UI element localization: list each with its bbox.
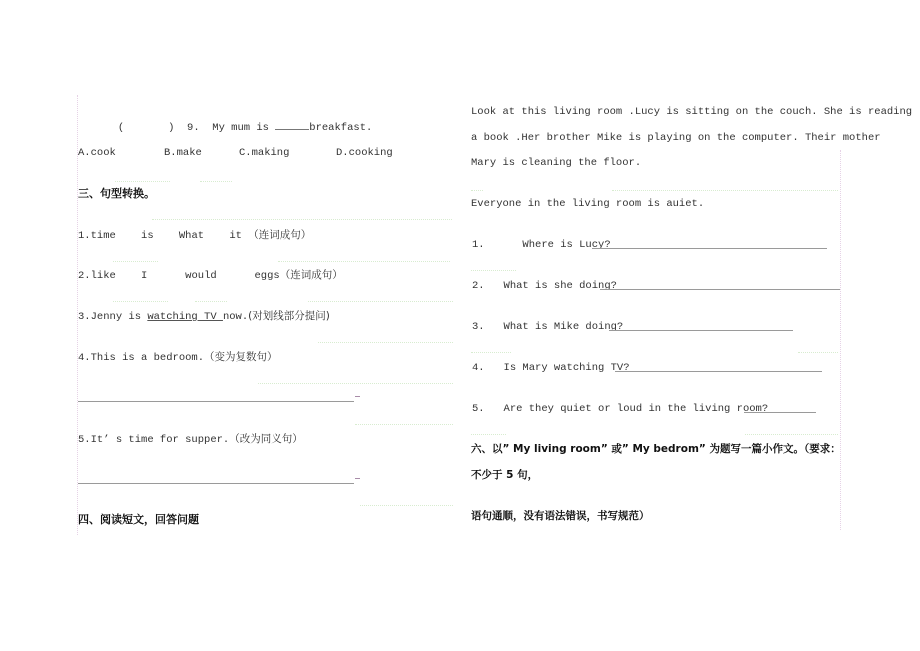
section-3-item-4: 4.This is a bedroom.（变为复数句） xyxy=(78,351,278,364)
answer-line-item-5[interactable] xyxy=(78,483,354,484)
dotted-divider xyxy=(113,301,168,302)
dotted-divider xyxy=(113,261,158,262)
underlined-phrase: watching TV xyxy=(147,311,223,323)
dotted-divider xyxy=(360,505,453,506)
dotted-divider xyxy=(745,434,838,435)
dash-mark xyxy=(355,478,360,479)
dotted-divider xyxy=(471,352,511,353)
dotted-divider xyxy=(318,342,453,343)
dotted-divider xyxy=(308,301,453,302)
answer-paren-close: ) xyxy=(168,122,175,134)
passage-line-2: a book .Her brother Mike is playing on the computer. Their mother xyxy=(471,132,881,144)
question-5: 5. Are they quiet or loud in the living room? xyxy=(472,403,769,415)
question-1: 1. Where is Lucy? xyxy=(472,239,611,251)
dash-mark xyxy=(355,396,360,397)
section-3-item-1: 1.time is What it （连词成句） xyxy=(78,229,312,242)
passage-line-3: Mary is cleaning the floor. xyxy=(471,157,642,169)
question-9 xyxy=(80,105,372,149)
answer-line-q1[interactable] xyxy=(592,248,827,249)
section-6-requirement-2: 语句通顺，没有语法错误，书写规范） xyxy=(471,510,650,522)
dotted-divider xyxy=(471,270,516,271)
dotted-divider xyxy=(195,301,227,302)
option-b: B.make xyxy=(164,147,202,159)
passage-line-1: Look at this living room .Lucy is sitting on the couch. She is reading xyxy=(471,106,913,118)
section-6-requirement-1: 不少于 5 句， xyxy=(471,469,539,481)
dotted-divider xyxy=(612,190,838,191)
dotted-divider xyxy=(355,424,453,425)
dotted-margin xyxy=(840,150,841,530)
option-a: A.cook xyxy=(78,147,116,159)
answer-line-q5[interactable] xyxy=(744,412,816,413)
section-6-title: 六、以” My living room” 或” My bedrom” 为题写一篇小作文。（要求： xyxy=(471,443,841,455)
section-3-title: 三、句型转换。 xyxy=(78,187,155,200)
question-text-after: breakfast. xyxy=(309,122,373,134)
dotted-divider xyxy=(258,383,453,384)
section-4-title: 四、阅读短文，回答问题 xyxy=(78,513,199,526)
answer-line-q4[interactable] xyxy=(615,371,822,372)
section-3-item-3: 3.Jenny is watching TV now.(对划线部分提问) xyxy=(78,310,330,323)
question-4: 4. Is Mary watching TV? xyxy=(472,362,630,374)
answer-line-q3[interactable] xyxy=(609,330,793,331)
question-2: 2. What is she doing? xyxy=(472,280,617,292)
section-3-item-5: 5.It’ s time for supper.（改为同义句） xyxy=(78,433,303,446)
dotted-divider xyxy=(798,352,838,353)
dotted-divider xyxy=(278,261,450,262)
question-number: 9. xyxy=(187,122,200,134)
section-3-item-2: 2.like I would eggs（连词成句） xyxy=(78,269,343,282)
answer-line-q2[interactable] xyxy=(600,289,840,290)
dotted-divider xyxy=(115,181,170,182)
dotted-divider xyxy=(152,219,452,220)
dotted-divider xyxy=(471,190,483,191)
dotted-divider xyxy=(200,181,232,182)
answer-paren-open: ( xyxy=(117,122,125,134)
question-3: 3. What is Mike doing? xyxy=(472,321,624,333)
dotted-divider xyxy=(471,434,506,435)
fill-blank[interactable] xyxy=(275,119,309,130)
answer-line-item-4[interactable] xyxy=(78,401,354,402)
option-d: D.cooking xyxy=(336,147,393,159)
passage-line-4: Everyone in the living room is auiet. xyxy=(471,198,705,210)
option-c: C.making xyxy=(239,147,290,159)
question-text-before: My mum is xyxy=(212,122,276,134)
